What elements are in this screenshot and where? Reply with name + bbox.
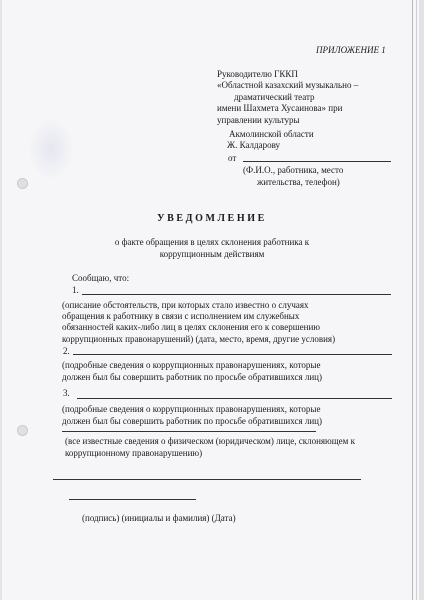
item-3-fill-line [77,398,392,399]
recipient-line-5: управлении культуры [217,115,300,125]
item-2-fill-line [73,354,392,355]
punch-hole-top [17,178,28,189]
page-edge-right [412,0,413,600]
from-label: от [228,153,237,163]
info-hint-2: коррупционному правонарушению) [65,448,203,458]
subtitle-line-2: коррупционным действиям [159,249,265,259]
item-1-hint-3: обязанностей каких-либо лиц в целях склонения его к совершению [62,322,321,332]
item-1-hint-1: (описание обстоятельств, при которых стало известно о случаях [62,300,309,310]
info-hint-1: (все известные сведения о физическом (юридическом) лице, склоняющем к [65,436,355,446]
item-3-number: 3. [63,388,70,398]
scan-smudge [28,118,74,180]
from-fill-line [243,161,391,162]
page-edge-right-3 [419,0,424,600]
document-title: УВЕДОМЛЕНИЕ [157,213,267,224]
signature-fill-line [69,499,196,500]
item-3-hint-2: должен был бы совершить работник по просьбе обратившихся лиц) [62,416,322,426]
info-fill-line [53,479,361,480]
item-1-number: 1. [72,285,79,295]
recipient-line-3: драматический театр [234,92,315,102]
item-1-fill-line [82,294,391,295]
item-2-number: 2. [63,346,70,356]
signature-hint: (подпись) (инициалы и фамилия) (Дата) [82,513,236,523]
item-2-hint-1: (подробные сведения о коррупционных правонарушениях, которые [62,360,321,370]
item-3-extra-line [62,431,316,432]
from-hint-2: жительства, телефон) [257,177,340,187]
item-2-hint-2: должен был бы совершить работник по просьбе обратившихся лиц) [62,372,322,382]
item-3-hint-1: (подробные сведения о коррупционных правонарушениях, которые [62,404,321,414]
item-1-hint-4: коррупционных правонарушений) (дата, место, время, другие условия) [62,334,336,344]
subtitle-line-1: о факте обращения в целях склонения работника к [114,237,310,247]
from-hint-1: (Ф.И.О., работника, место [243,165,344,175]
intro-text: Сообщаю, что: [72,273,130,283]
recipient-line-4: имени Шахмета Хусаинова» при [217,103,343,113]
recipient-line-6: Акмолинской области [229,129,314,139]
page-edge-right-2 [416,0,417,600]
recipient-line-2: «Областной казахский музыкально – [217,80,359,90]
recipient-line-1: Руководителю ГККП [217,69,298,79]
page-edge-left [0,0,2,600]
punch-hole-bottom [17,425,28,436]
item-1-hint-2: обращения к работнику в связи с исполнением им служебных [62,311,300,321]
recipient-line-7: Ж. Калдарову [227,140,281,150]
appendix-label: ПРИЛОЖЕНИЕ 1 [316,45,386,55]
